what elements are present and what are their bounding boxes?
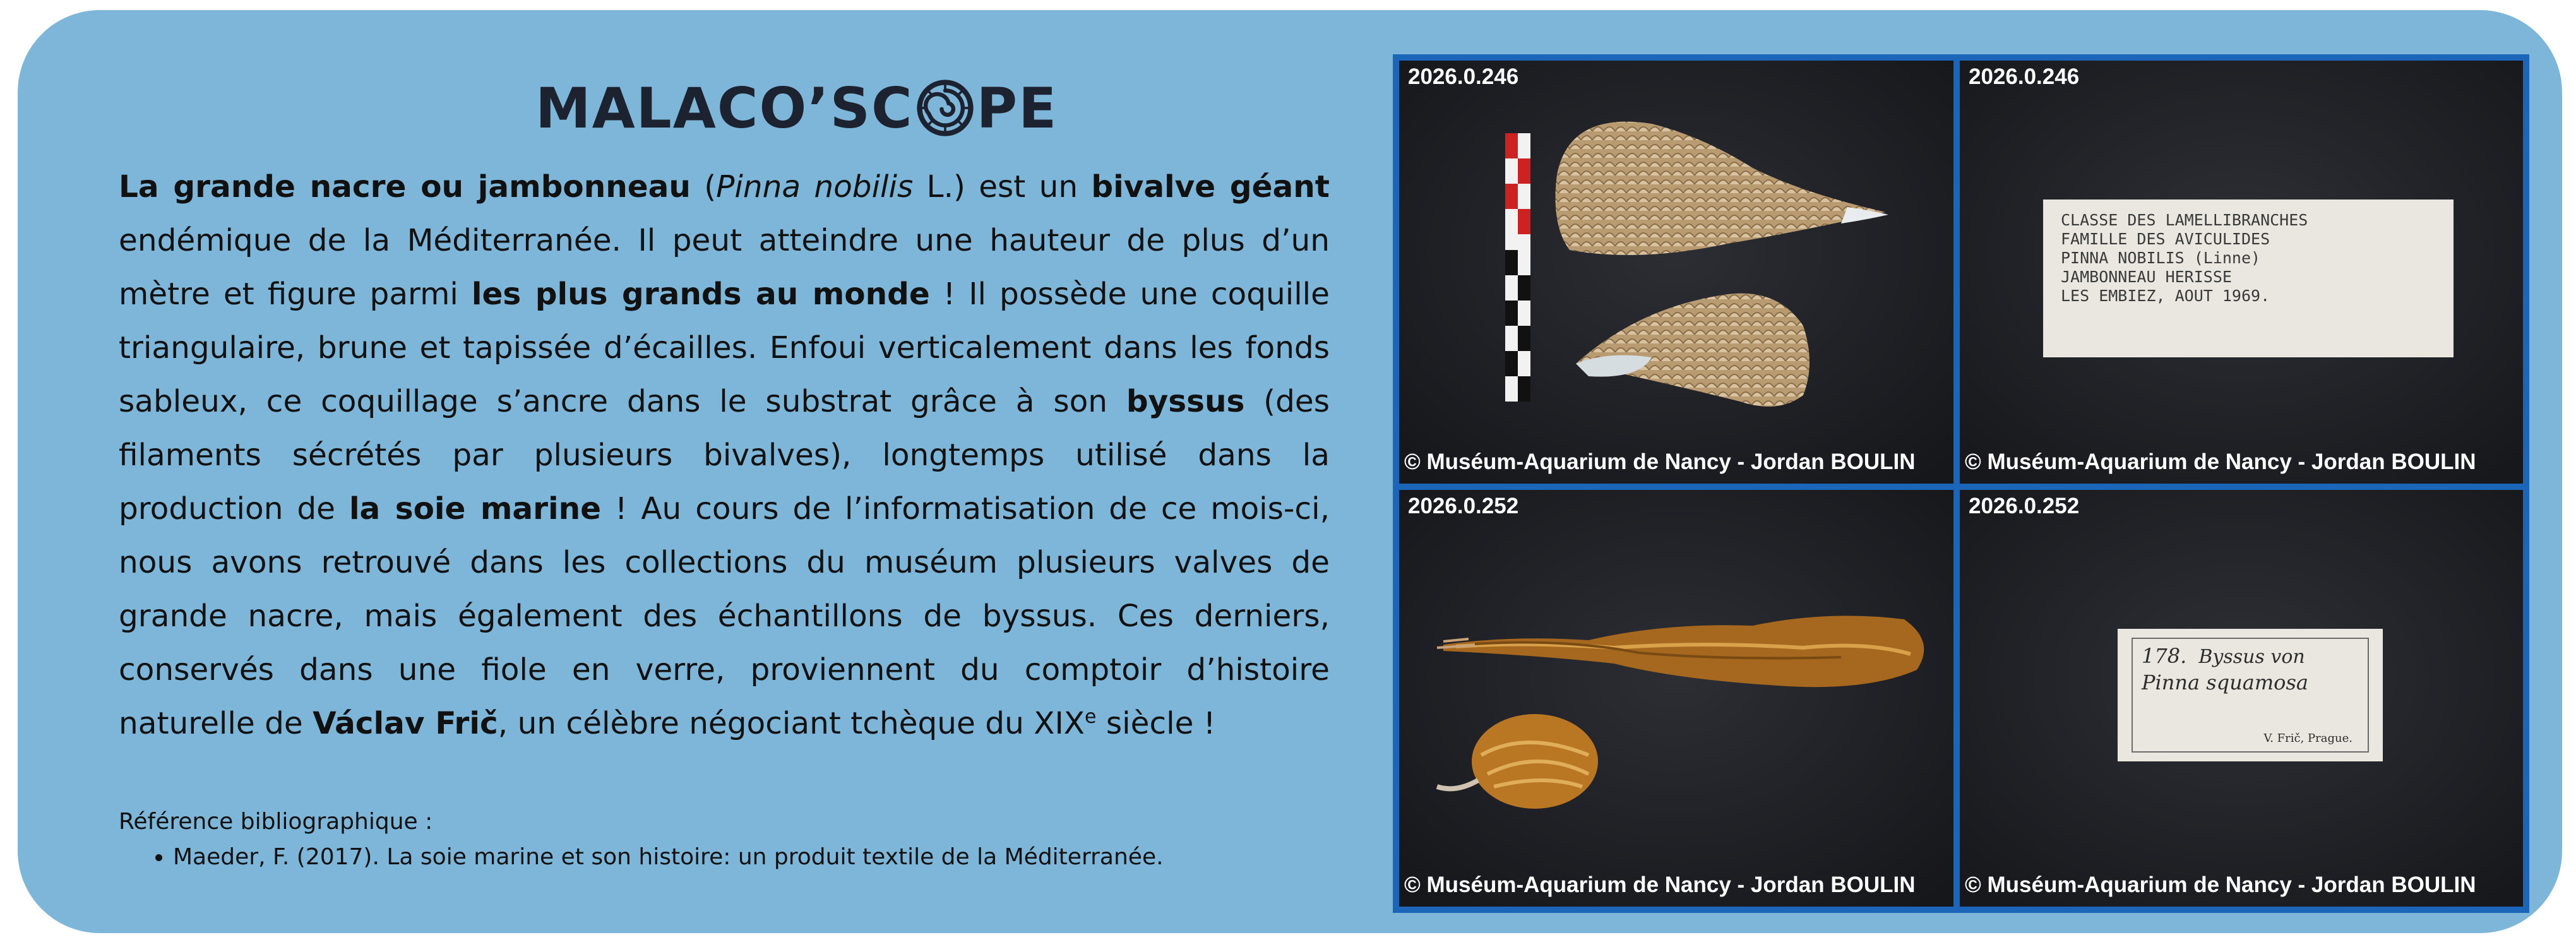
label-line: LES EMBIEZ, AOUT 1969. [2061,287,2270,305]
malacoscope-logo [535,73,1058,143]
photo-label-handwritten [1960,490,2523,907]
reference-item: • Maeder, F. (2017). La soie marine et son histoire: un produit textile de la Méditerranée. [173,840,1350,875]
text-bold: la soie marine [349,491,602,527]
text-run: siècle ! [1096,706,1216,741]
text-run: L.) est un [913,169,1092,205]
description-paragraph [119,160,1330,751]
text-bold: Václav Frič [313,706,498,741]
photo-shells [1399,61,1953,484]
label-line: Pinna squamosa [2142,670,2308,694]
label-line: V. Frič, Prague. [2263,732,2352,745]
photo-grid [1393,54,2529,913]
text-bold: byssus [1126,384,1245,419]
logo-text-left: MALACO’SC [535,75,914,141]
label-line: FAMILLE DES AVICULIDES [2061,230,2270,248]
references-list [119,840,1350,875]
photo-byssus [1399,490,1953,907]
text-bold: La grande nacre ou jambonneau [119,169,691,205]
info-panel [18,10,2562,933]
label-line: PINNA NOBILIS (Linne) [2061,249,2261,267]
photo-label-typed [1960,61,2523,484]
superscript: e [1085,705,1097,728]
catalog-number: 2026.0.246 [1408,64,1519,89]
label-line: CLASSE DES LAMELLIBRANCHES [2061,211,2308,229]
logo-text-right: PE [976,75,1058,141]
references-heading: Référence bibliographique : [119,809,433,835]
text-bold: les plus grands au monde [471,277,930,312]
label-line: JAMBONNEAU HERISSE [2061,268,2232,286]
text-run: (des filaments sécrétés par plusieurs bivalves), longtemps utilisé dans la production de [119,384,1330,527]
ammonite-shell-icon [916,79,974,137]
text-run: endémique de la Méditerranée. Il peut atteindre une hauteur de plus d’un mètre et figure parmi [119,223,1330,312]
text-bold: bivalve géant [1091,169,1330,205]
text-run: ! Au cours de l’informatisation de ce mois-ci, nous avons retrouvé dans les collections du muséum plusieurs valves de grande nacre, mais également des échantillons de byssus. Ces derniers, conservés dans une fiole en verre, proviennent du comptoir d’histoire naturelle de [119,491,1330,741]
photo-credit: © Muséum-Aquarium de Nancy - Jordan BOULIN [1404,450,1916,474]
specimen-label [2043,200,2454,357]
text-run: ! Il possède une coquille triangulaire, brune et tapissée d’écailles. Enfoui verticalement dans les fonds sableux, ce coquillage s’ancre dans le substrat grâce à son [119,277,1330,419]
specimen-label [2118,629,2383,761]
photo-credit: © Muséum-Aquarium de Nancy - Jordan BOULIN [1965,873,2476,897]
references [119,804,1350,875]
label-number: 178. [2142,644,2187,668]
photo-credit: © Muséum-Aquarium de Nancy - Jordan BOULIN [1965,450,2476,474]
photo-credit: © Muséum-Aquarium de Nancy - Jordan BOULIN [1404,873,1916,897]
catalog-number: 2026.0.252 [1408,494,1519,518]
shells-image [1399,61,1953,484]
catalog-number: 2026.0.252 [1969,494,2080,518]
text-run: ( [690,169,717,205]
label-line: Byssus von [2198,646,2305,668]
catalog-number: 2026.0.246 [1969,64,2080,89]
byssus-image [1399,490,1953,907]
species-name: Pinna nobilis [716,169,914,205]
text-run: , un célèbre négociant tchèque du XIX [498,706,1085,741]
scale-bar [1505,133,1530,402]
